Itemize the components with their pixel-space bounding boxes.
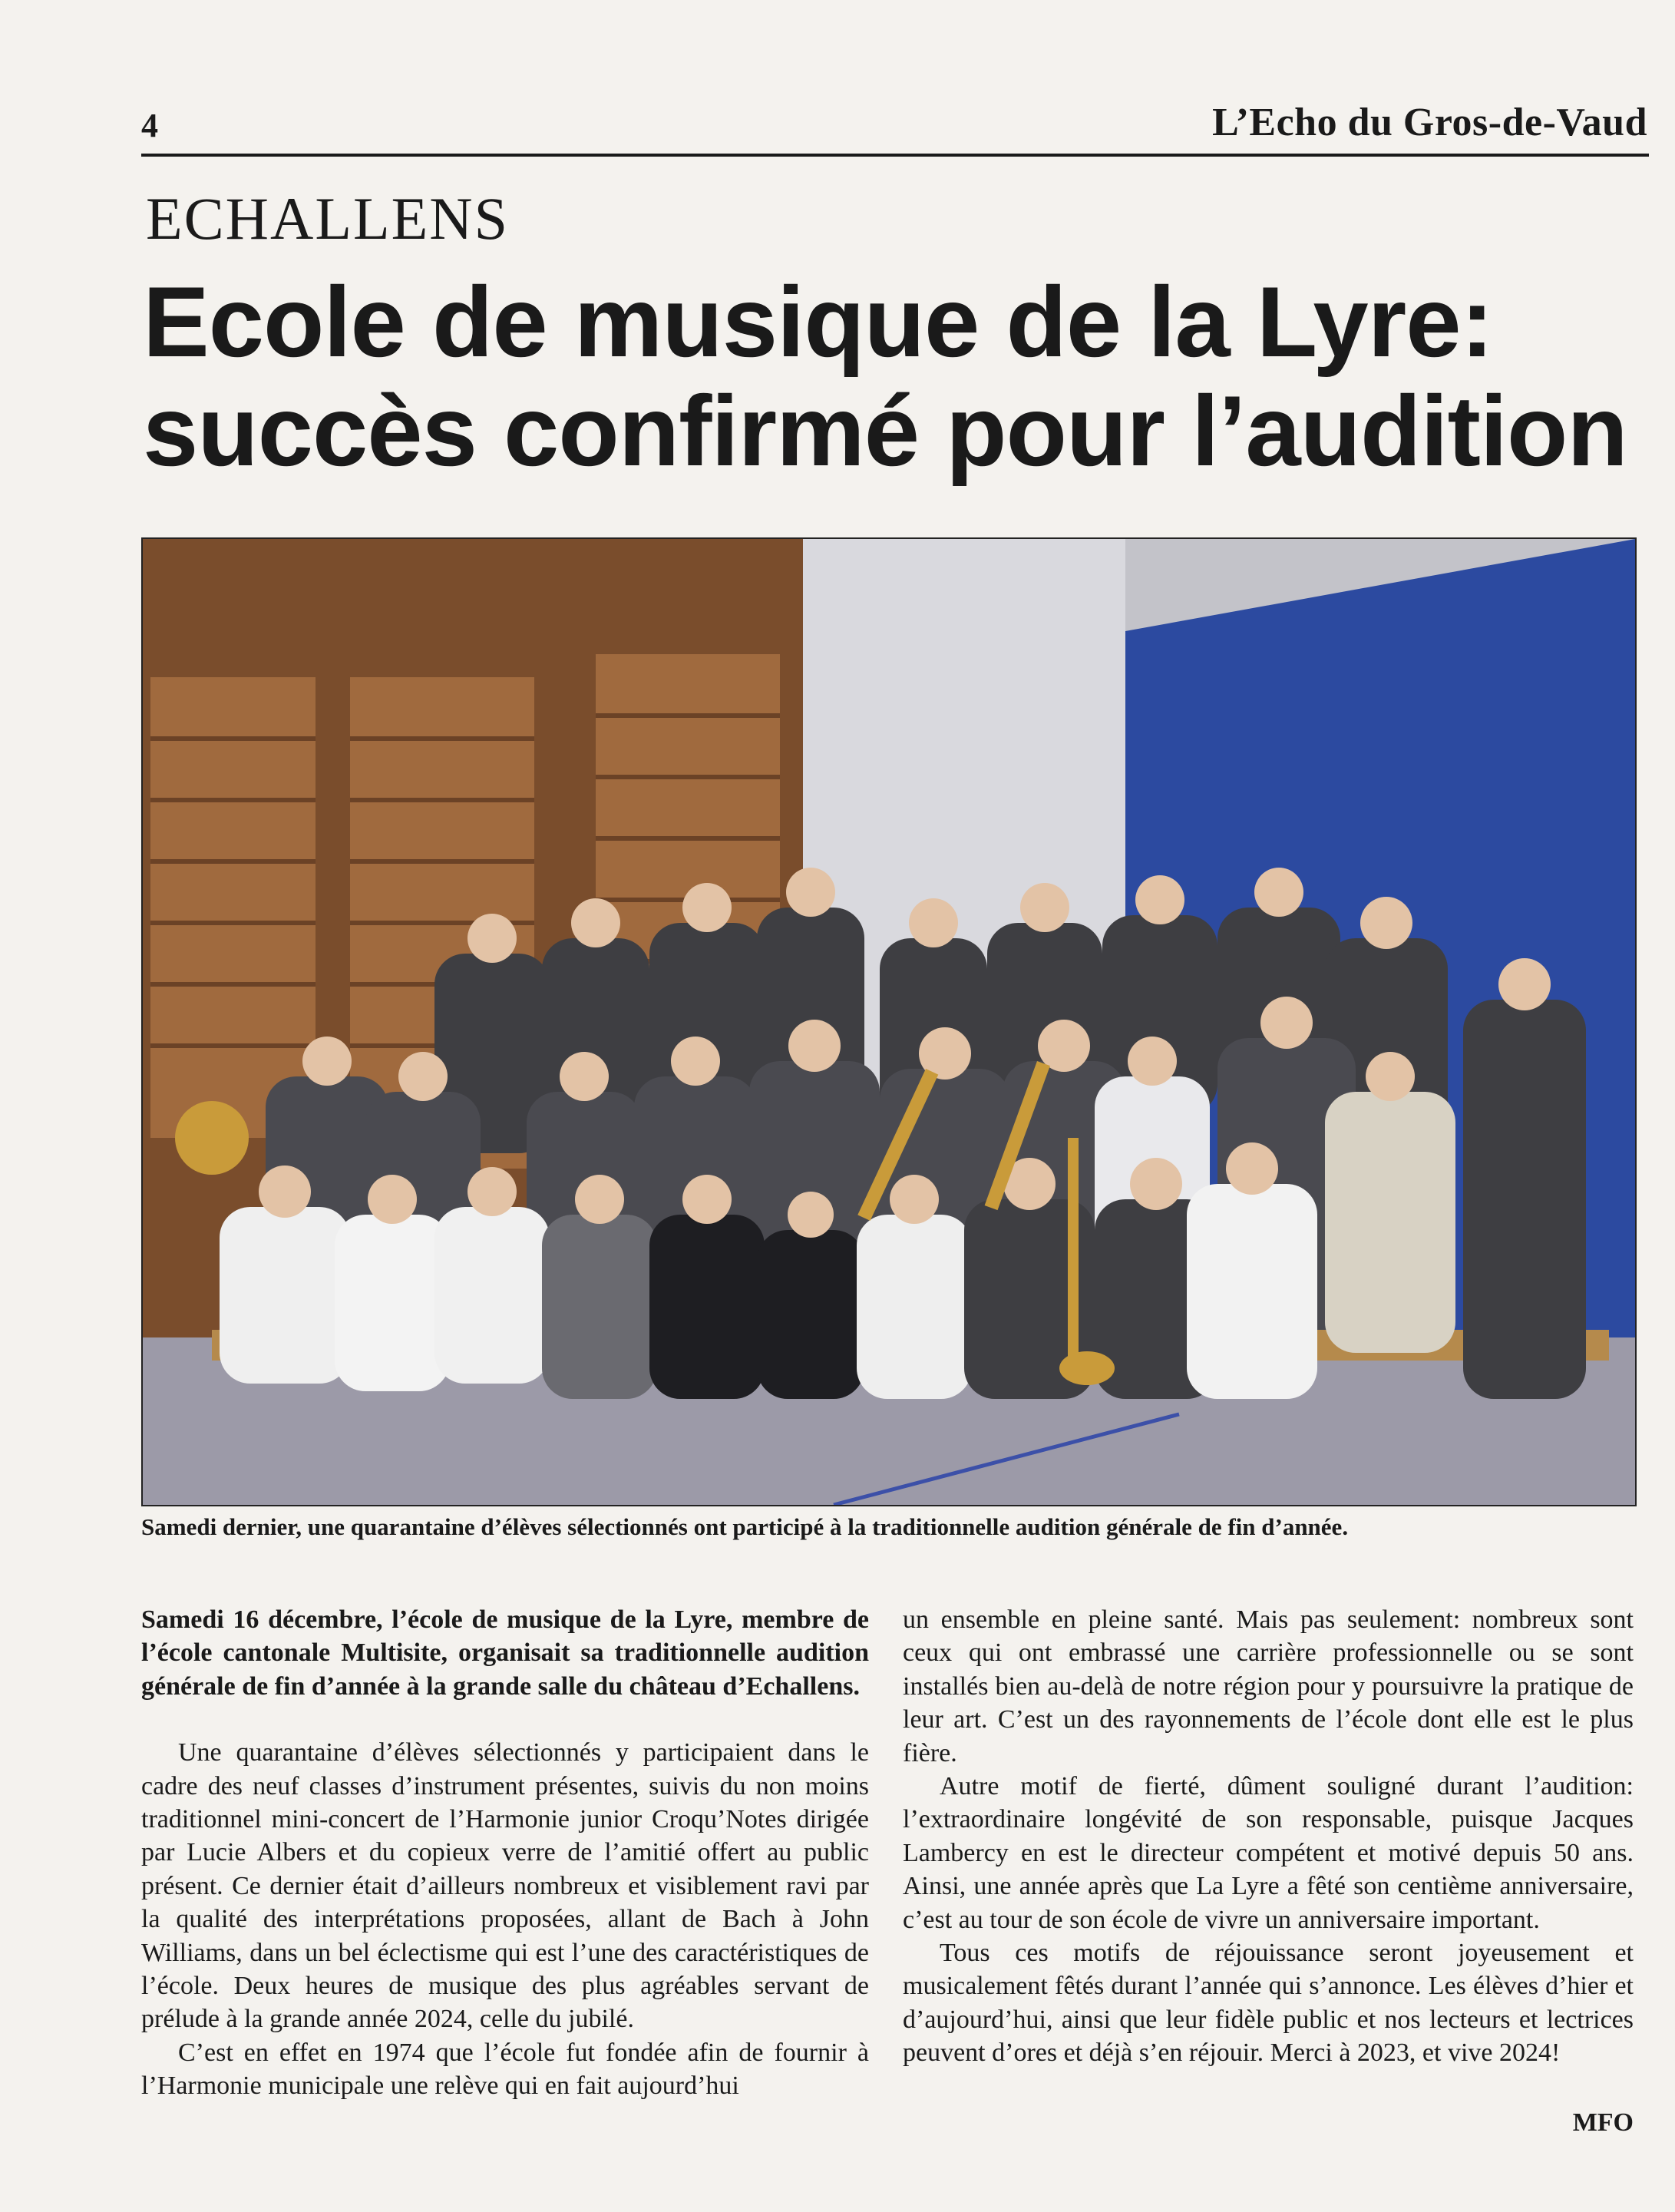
group-photo-illustration [143,539,1635,1505]
photo-caption: Samedi dernier, une quarantaine d’élèves sélectionnés ont participé à la traditionnelle audition générale de fin d’année. [141,1513,1349,1540]
article-paragraph: un ensemble en pleine santé. Mais pas seulement: nombreux sont ceux qui ont embrassé une carrière professionnelle ou se sont installés bien au-delà de notre région pour y poursuivre la pratique de leur art. C’est un des rayonnements de l’école dont elle est le plus fière. [903,1605,1634,1767]
publication-name: L’Echo du Gros-de-Vaud [1212,101,1647,144]
header-rule [141,154,1649,157]
article-headline: Ecole de musique de la Lyre: succès confirmé pour l’audition [143,266,1627,487]
article-column-right [903,1603,1634,2070]
article-paragraph: Autre motif de fierté, dûment souligné durant l’audition: l’extraordinaire longévité de son responsable, puisque Jacques Lambercy en est le directeur compétent et motivé depuis 50 ans. Ainsi, une année après que La Lyre a fêté son centième anniversaire, c’est au tour de son école de vivre un anniversaire important. [903,1772,1634,1934]
article-paragraph: Tous ces motifs de réjouissance seront joyeusement et musicalement fêtés durant l’année qui s’annonce. Les élèves d’hier et d’aujourd’hui, ainsi que leur fidèle public et nos lecteurs et lectrices peuvent d’ores et déjà s’en réjouir. Merci à 2023, et vive 2024! [903,1939,1634,2068]
group-photo [141,537,1637,1506]
article-paragraph: Une quarantaine d’élèves sélectionnés y participaient dans le cadre des neuf classes d’instrument présentes, suivis du non moins traditionnel mini-concert de l’Harmonie junior Croqu’Notes dirigée par Lucie Albers et du copieux verre de l’amitié offert au public présent. Ce dernier était d’ailleurs nombreux et visiblement ravi par la qualité des interprétations proposées, allant de Bach à John Williams, dans un bel éclectisme qui est l’une des caractéristiques de l’école. Deux heures de musique des plus agréables servant de prélude à la grande année 2024, celle du jubilé. [141,1738,869,2034]
page-number: 4 [141,107,158,144]
article-paragraph: C’est en effet en 1974 que l’école fut fondée afin de fournir à l’Harmonie municipale une relève qui en fait aujourd’hui [141,2038,869,2101]
article-kicker: ECHALLENS [146,185,509,252]
article-lead: Samedi 16 décembre, l’école de musique de la Lyre, membre de l’école cantonale Multisite, organisait sa traditionnelle audition générale de fin d’année à la grande salle du château d’Echallens. [141,1605,869,1701]
author-signature: MFO [1572,2108,1634,2137]
article-column-left [141,1603,869,2103]
